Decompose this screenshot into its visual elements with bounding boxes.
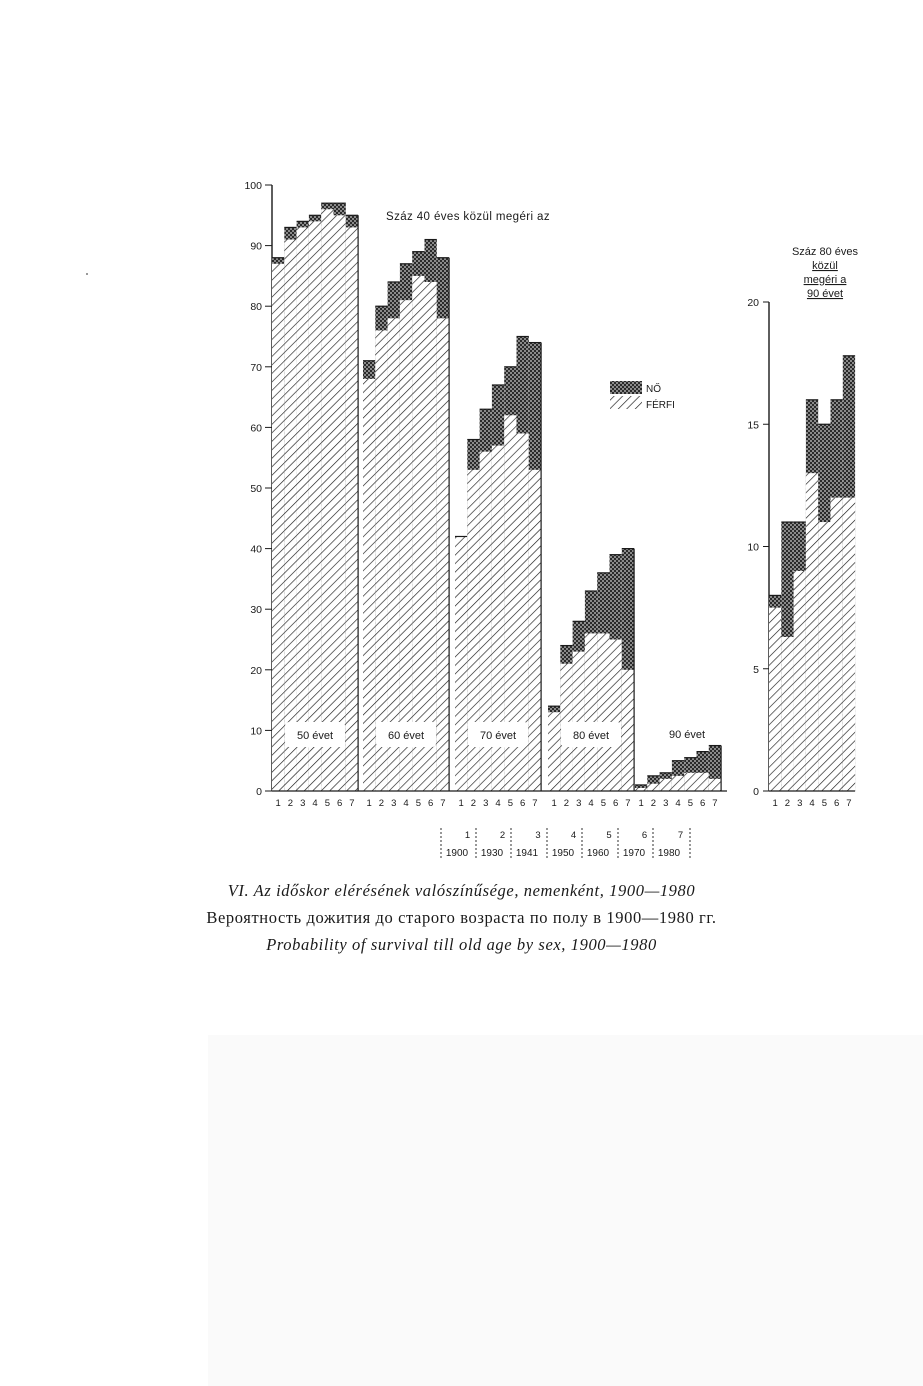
period-tick-label: 6 xyxy=(613,798,619,809)
period-year: 1970 xyxy=(622,848,646,859)
period-tick-label: 4 xyxy=(403,798,409,809)
period-number: 2 xyxy=(499,830,506,841)
male-bar xyxy=(346,227,358,791)
period-year: 1980 xyxy=(657,848,681,859)
male-bar xyxy=(309,221,321,791)
period-year: 1960 xyxy=(586,848,610,859)
period-tick-label: 1 xyxy=(366,798,372,809)
group-label: 50 évet xyxy=(297,730,334,742)
inset-period-tick-label: 1 xyxy=(772,798,778,809)
caption-russian: Вероятность дожития до старого возраста по полу в 1900—1980 гг. xyxy=(206,908,717,927)
main-y-tick-label: 100 xyxy=(244,180,262,192)
inset-chart-title xyxy=(792,246,859,300)
period-tick-label: 7 xyxy=(349,798,355,809)
male-bar xyxy=(622,670,634,791)
period-tick-label: 3 xyxy=(300,798,306,809)
main-y-tick-label: 40 xyxy=(250,543,262,556)
caption-english: Probability of survival till old age by sex, 1900—1980 xyxy=(266,935,657,954)
period-number: 5 xyxy=(606,830,612,841)
inset-male-bar xyxy=(781,637,793,791)
period-year: 1930 xyxy=(480,848,504,859)
legend-swatch-female xyxy=(610,381,642,394)
male-bar xyxy=(400,300,412,791)
male-bar xyxy=(684,773,696,791)
main-survival-chart xyxy=(244,180,727,809)
period-tick-label: 6 xyxy=(700,798,706,809)
period-number: 7 xyxy=(677,830,684,841)
male-bar xyxy=(437,318,449,791)
main-y-tick-label: 60 xyxy=(250,422,262,435)
inset-male-bar xyxy=(806,473,818,791)
period-tick-label: 7 xyxy=(625,798,631,809)
period-tick-label: 3 xyxy=(576,798,582,809)
male-bar xyxy=(284,240,296,791)
period-year: 1941 xyxy=(515,848,539,859)
male-bar xyxy=(334,215,346,791)
male-bar xyxy=(321,209,333,791)
period-tick-label: 6 xyxy=(520,798,526,809)
period-number: 3 xyxy=(535,830,541,841)
main-bars xyxy=(272,203,727,791)
period-number: 6 xyxy=(641,830,648,841)
male-bar xyxy=(610,640,622,792)
inset-male-bar xyxy=(794,571,806,791)
male-bar xyxy=(697,773,709,791)
period-tick-label: 4 xyxy=(495,798,501,809)
group-label: 90 évet xyxy=(668,729,706,741)
period-tick-label: 3 xyxy=(391,798,397,809)
inset-title-line: Száz 80 éves xyxy=(791,246,859,258)
main-y-tick-label: 30 xyxy=(250,604,262,617)
period-tick-label: 6 xyxy=(337,798,343,809)
inset-y-tick-label: 0 xyxy=(753,786,759,798)
male-bar xyxy=(647,784,659,791)
legend-label-female: NŐ xyxy=(646,384,661,395)
period-number: 1 xyxy=(464,830,471,841)
inset-male-bar xyxy=(843,498,855,791)
inset-title-line: megéri a xyxy=(803,274,847,286)
inset-y-tick-label: 10 xyxy=(747,541,759,554)
legend-swatch-male xyxy=(610,396,642,409)
period-tick-label: 5 xyxy=(415,798,421,809)
period-tick-label: 3 xyxy=(483,798,489,809)
main-y-tick-label: 20 xyxy=(250,664,262,677)
male-bar xyxy=(573,652,585,791)
period-tick-label: 2 xyxy=(378,798,385,809)
scan-shadow xyxy=(208,1035,923,1386)
male-bar xyxy=(425,282,437,791)
inset-y-tick-label: 20 xyxy=(747,297,759,309)
inset-bars xyxy=(769,356,855,791)
inset-survival-chart xyxy=(747,246,858,809)
inset-period-tick-label: 6 xyxy=(834,798,840,809)
male-bar xyxy=(455,536,467,791)
group-label: 70 évet xyxy=(480,730,517,742)
scan-speck xyxy=(86,273,88,275)
period-tick-label: 4 xyxy=(675,798,681,809)
period-tick-label: 3 xyxy=(663,798,669,809)
male-bar xyxy=(548,712,560,791)
period-tick-label: 2 xyxy=(287,798,294,809)
male-bar xyxy=(363,379,375,791)
inset-title-line: 90 évet xyxy=(806,288,844,300)
inset-title-line: közül xyxy=(812,260,838,272)
male-bar xyxy=(709,779,721,791)
period-year: 1900 xyxy=(445,848,469,859)
inset-period-tick-label: 2 xyxy=(784,798,791,809)
period-year: 1950 xyxy=(551,848,575,859)
period-tick-label: 7 xyxy=(712,798,718,809)
period-tick-label: 5 xyxy=(600,798,606,809)
main-period-ticks xyxy=(276,798,718,809)
male-bar xyxy=(672,776,684,791)
period-tick-label: 1 xyxy=(458,798,464,809)
period-tick-label: 1 xyxy=(551,798,557,809)
male-bar xyxy=(297,227,309,791)
period-tick-label: 5 xyxy=(507,798,513,809)
male-bar xyxy=(529,470,541,791)
main-y-tick-label: 50 xyxy=(250,483,262,495)
period-tick-label: 4 xyxy=(588,798,594,809)
inset-y-axis xyxy=(747,297,769,798)
legend-label-male: FÉRFI xyxy=(646,400,675,411)
period-tick-label: 2 xyxy=(563,798,570,809)
male-bar xyxy=(660,779,672,791)
period-year-axis xyxy=(441,828,690,859)
inset-male-bar xyxy=(831,498,843,791)
inset-y-tick-label: 15 xyxy=(747,419,759,432)
inset-y-tick-label: 5 xyxy=(753,663,759,676)
main-y-tick-label: 80 xyxy=(250,301,262,314)
main-chart-title: Száz 40 éves közül megéri az xyxy=(386,211,550,223)
male-bar xyxy=(388,318,400,791)
period-tick-label: 1 xyxy=(638,798,644,809)
legend xyxy=(610,381,675,411)
group-label: 60 évet xyxy=(388,730,425,742)
male-bar xyxy=(375,330,387,791)
male-bar xyxy=(272,264,284,791)
period-tick-label: 2 xyxy=(650,798,657,809)
male-bar xyxy=(597,633,609,791)
inset-period-tick-label: 4 xyxy=(809,798,815,809)
period-tick-label: 7 xyxy=(440,798,446,809)
inset-period-ticks xyxy=(773,798,852,809)
male-bar xyxy=(585,633,597,791)
period-tick-label: 7 xyxy=(532,798,538,809)
main-y-tick-label: 90 xyxy=(250,240,262,253)
male-bar xyxy=(412,276,424,791)
main-y-tick-label: 10 xyxy=(250,725,262,738)
inset-period-tick-label: 3 xyxy=(797,798,803,809)
main-y-tick-label: 70 xyxy=(250,361,262,374)
inset-male-bar xyxy=(769,608,781,791)
main-y-axis xyxy=(244,180,272,798)
main-y-tick-label: 0 xyxy=(256,786,262,798)
period-tick-label: 2 xyxy=(470,798,477,809)
period-tick-label: 5 xyxy=(324,798,330,809)
period-number: 4 xyxy=(570,830,577,841)
period-tick-label: 6 xyxy=(428,798,434,809)
period-tick-label: 4 xyxy=(312,798,318,809)
inset-period-tick-label: 5 xyxy=(821,798,827,809)
inset-period-tick-label: 7 xyxy=(846,798,852,809)
inset-male-bar xyxy=(818,522,830,791)
caption-hungarian: VI. Az időskor elérésének valószínűsége, nemenként, 1900—1980 xyxy=(227,881,696,900)
period-tick-label: 1 xyxy=(275,798,281,809)
period-tick-label: 5 xyxy=(687,798,693,809)
group-label: 80 évet xyxy=(573,730,610,742)
